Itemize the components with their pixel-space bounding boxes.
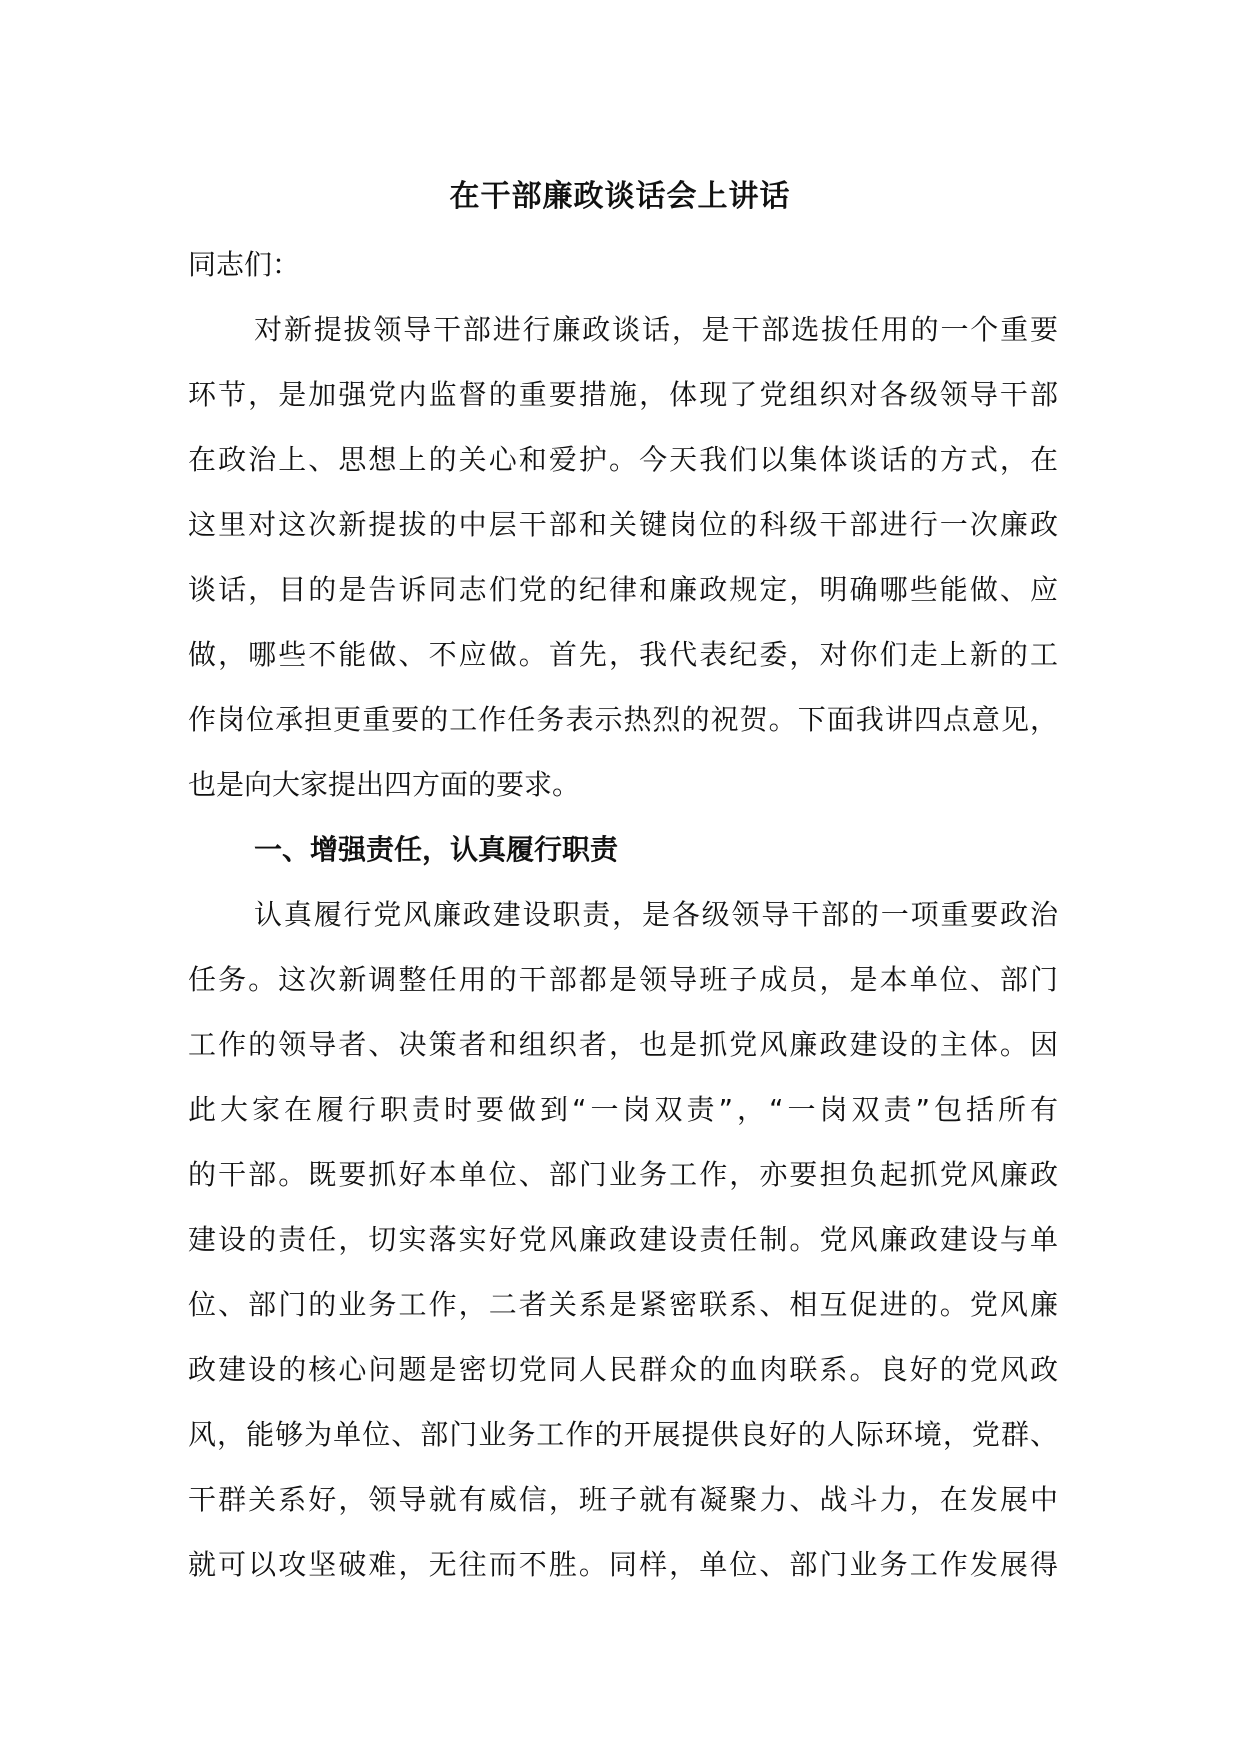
text-line: 做，哪些不能做、不应做。首先，我代表纪委，对你们走上新的工 <box>188 638 1058 671</box>
text-line: 认真履行党风廉政建设职责，是各级领导干部的一项重要政治 <box>254 898 1058 931</box>
text-line: 政建设的核心问题是密切党同人民群众的血肉联系。良好的党风政 <box>188 1353 1058 1386</box>
document-title: 在干部廉政谈话会上讲话 <box>449 179 791 214</box>
salutation: 同志们： <box>188 248 301 281</box>
text-line: 这里对这次新提拔的中层干部和关键岗位的科级干部进行一次廉政 <box>188 508 1058 541</box>
text-line: 工作的领导者、决策者和组织者，也是抓党风廉政建设的主体。因 <box>188 1028 1058 1061</box>
paragraph-intro <box>188 305 1058 825</box>
text-line: 也是向大家提出四方面的要求。 <box>188 768 581 801</box>
text-line: 谈话，目的是告诉同志们党的纪律和廉政规定，明确哪些能做、应 <box>188 573 1058 606</box>
text-line: 就可以攻坚破难，无往而不胜。同样，单位、部门业务工作发展得 <box>188 1548 1058 1581</box>
text-line: 此大家在履行职责时要做到“一岗双责”，“一岗双责”包括所有 <box>188 1093 1058 1126</box>
text-line: 环节，是加强党内监督的重要措施，体现了党组织对各级领导干部 <box>188 378 1058 411</box>
text-line: 作岗位承担更重要的工作任务表示热烈的祝贺。下面我讲四点意见， <box>188 703 1058 736</box>
text-line: 对新提拔领导干部进行廉政谈话，是干部选拔任用的一个重要 <box>254 313 1058 346</box>
text-line: 建设的责任，切实落实好党风廉政建设责任制。党风廉政建设与单 <box>188 1223 1058 1256</box>
text-line: 在政治上、思想上的关心和爱护。今天我们以集体谈话的方式，在 <box>188 443 1058 476</box>
text-line: 任务。这次新调整任用的干部都是领导班子成员，是本单位、部门 <box>188 963 1058 996</box>
section-heading: 一、增强责任，认真履行职责 <box>254 833 619 866</box>
paragraph-responsibility <box>188 890 1058 1605</box>
document-body <box>188 240 1058 1605</box>
text-line: 位、部门的业务工作，二者关系是紧密联系、相互促进的。党风廉 <box>188 1288 1058 1321</box>
text-line: 干群关系好，领导就有威信，班子就有凝聚力、战斗力，在发展中 <box>188 1483 1058 1516</box>
text-line: 风，能够为单位、部门业务工作的开展提供良好的人际环境，党群、 <box>188 1418 1058 1451</box>
text-line: 的干部。既要抓好本单位、部门业务工作，亦要担负起抓党风廉政 <box>188 1158 1058 1191</box>
